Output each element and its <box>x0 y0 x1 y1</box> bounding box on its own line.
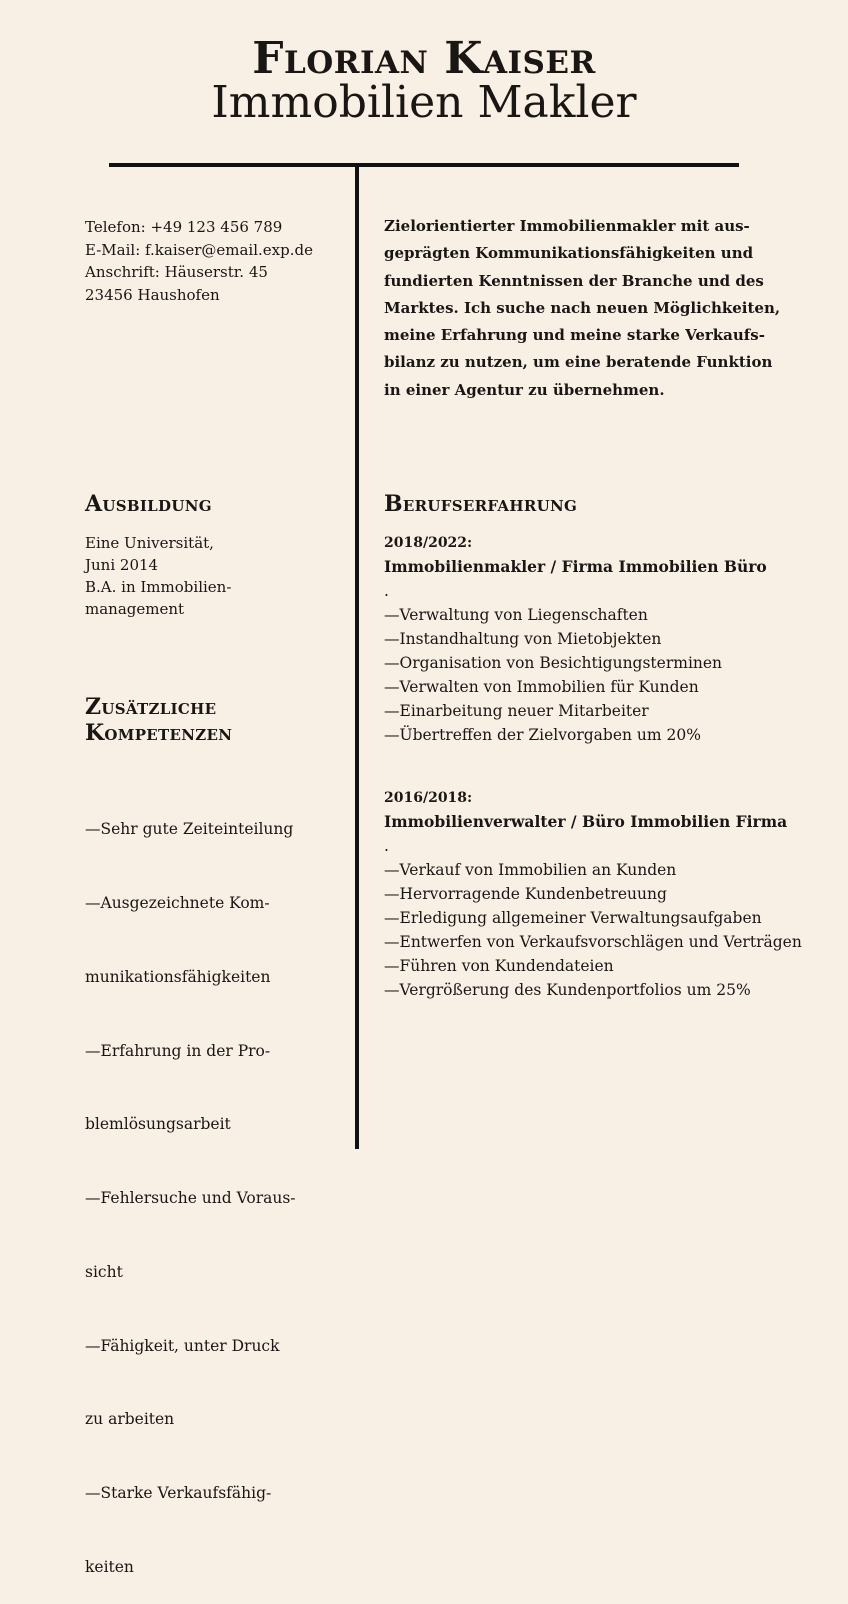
skills-heading <box>85 694 232 746</box>
skills-heading-line: Zusätzliche <box>85 694 217 720</box>
job-entry <box>384 531 767 747</box>
profile-line: in einer Agentur zu übernehmen. <box>384 380 665 399</box>
job-item: —Instandhaltung von Mietobjekten <box>384 630 662 648</box>
job-position: Immobilienverwalter / Büro Immobilien Firma <box>384 812 788 831</box>
job-item: —Führen von Kundendateien <box>384 957 614 975</box>
education-heading-text: Ausbildung <box>85 491 212 517</box>
profile-line: geprägten Kommunikationsfähigkeiten und <box>384 244 754 263</box>
profile-line: bilanz zu nutzen, um eine beratende Funktion <box>384 353 773 372</box>
education-block <box>85 532 231 620</box>
job-dot: . <box>384 837 389 855</box>
skill-line: —Ausgezeichnete Kom- <box>85 893 270 912</box>
education-line: management <box>85 600 185 618</box>
job-item: —Hervorragende Kundenbetreuung <box>384 885 667 903</box>
skills-list <box>85 768 296 1604</box>
profile-line: Marktes. Ich suche nach neuen Möglichkeiten, <box>384 298 781 317</box>
experience-heading-text: Berufserfahrung <box>384 491 578 517</box>
skill-line: —Fähigkeit, unter Druck <box>85 1336 280 1355</box>
job-item: —Verkauf von Immobilien an Kunden <box>384 861 677 879</box>
skill-line: —Fehlersuche und Voraus- <box>85 1189 296 1208</box>
job-item: —Erledigung allgemeiner Verwaltungsaufgaben <box>384 909 762 927</box>
profile-line: Zielorientierter Immobilienmakler mit aus- <box>384 217 750 235</box>
job-item: —Einarbeitung neuer Mitarbeiter <box>384 702 649 720</box>
job-item: —Vergrößerung des Kundenportfolios um 25% <box>384 981 751 999</box>
skill-line: —Sehr gute Zeiteinteilung <box>85 820 294 839</box>
job-item: —Übertreffen der Zielvorgaben um 20% <box>384 726 701 744</box>
skills-heading-line: Kompetenzen <box>85 720 233 746</box>
profile-line: fundierten Kenntnissen der Branche und des <box>384 271 764 290</box>
skill-line: munikationsfähigkeiten <box>85 967 271 986</box>
skill-line: keiten <box>85 1558 134 1576</box>
skill-line: —Starke Verkaufsfähig- <box>85 1484 272 1503</box>
skill-line: blemlösungsarbeit <box>85 1115 231 1134</box>
job-dot: . <box>384 582 389 600</box>
job-item: —Organisation von Besichtigungsterminen <box>384 654 723 672</box>
job-date: 2016/2018: <box>384 790 473 806</box>
contact-address-street: Anschrift: Häuserstr. 45 <box>85 263 268 281</box>
job-title: Immobilien Makler <box>211 77 637 128</box>
skill-line: sicht <box>85 1262 123 1281</box>
skill-line: —Erfahrung in der Pro- <box>85 1041 271 1060</box>
job-item: —Entwerfen von Verkaufsvorschlägen und Verträgen <box>384 933 802 951</box>
job-item: —Verwaltung von Liegenschaften <box>384 606 648 624</box>
contact-address-city: 23456 Haushofen <box>85 285 220 304</box>
education-line: B.A. in Immobilien- <box>85 578 232 596</box>
contact-phone: Telefon: +49 123 456 789 <box>85 218 283 236</box>
job-entry <box>384 786 802 1002</box>
job-item: —Verwalten von Immobilien für Kunden <box>384 678 699 696</box>
candidate-name: Florian Kaiser <box>252 33 596 84</box>
education-line: Eine Universität, <box>85 534 214 552</box>
header-divider <box>109 163 739 167</box>
job-date: 2018/2022: <box>384 535 473 551</box>
skill-line: zu arbeiten <box>85 1410 175 1429</box>
experience-heading <box>384 491 577 517</box>
education-heading <box>85 491 212 517</box>
profile-line: meine Erfahrung und meine starke Verkaufs- <box>384 326 765 345</box>
education-line: Juni 2014 <box>85 556 159 574</box>
profile-summary <box>384 213 784 404</box>
contact-email: E-Mail: f.kaiser@email.exp.de <box>85 240 313 259</box>
job-position: Immobilienmakler / Firma Immobilien Büro <box>384 557 767 576</box>
contact-block <box>85 216 313 306</box>
column-divider <box>355 163 359 1149</box>
